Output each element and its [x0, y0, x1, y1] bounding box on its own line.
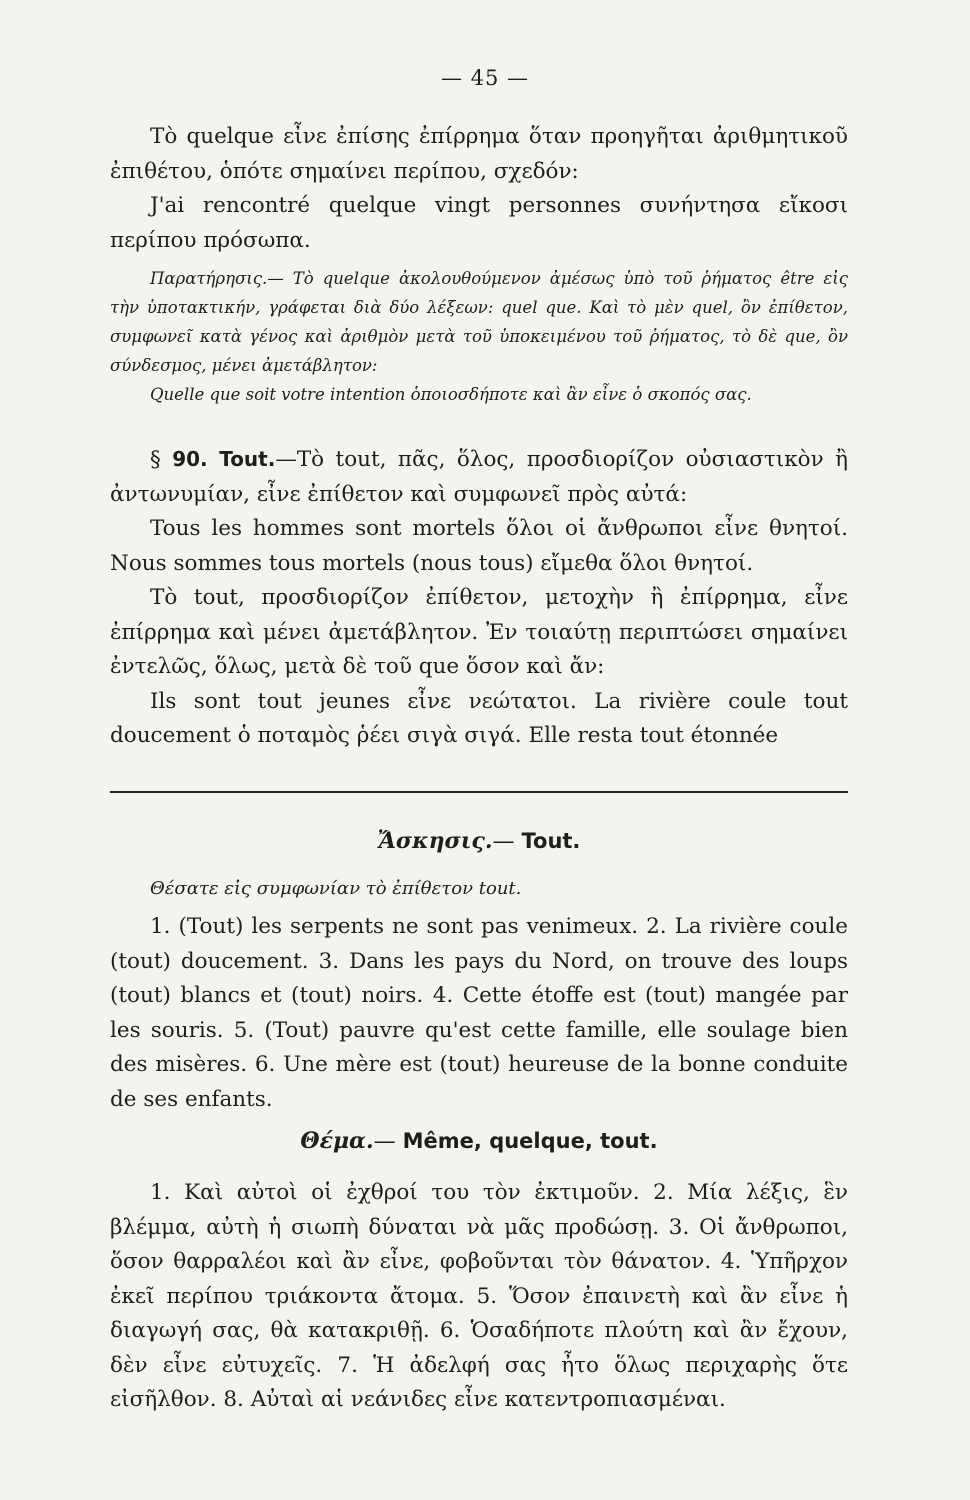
section-text: —Τὸ tout, πᾶς, ὅλος, προσδιορίζον οὐσιαστικὸν ἢ ἀντωνυμίαν, εἶνε ἐπίθετον καὶ συμφωνεῖ πρὸς αὐτά:	[110, 447, 848, 507]
section-paragraph-1	[110, 442, 848, 512]
section-example-2: Ils sont tout jeunes εἶνε νεώτατοι. La rivière coule tout doucement ὁ ποταμὸς ῥέει σιγὰ σιγά. Elle resta tout étonnée	[110, 688, 848, 748]
remark-paragraph: Παρατήρησις.— Τὸ quelque ἀκολουθούμενον ἀμέσως ὑπὸ τοῦ ῥήματος être εἰς τὴν ὑποτακτικήν, γράφεται διὰ δύο λέξεων: quel que. Καὶ τὸ μὲν quel, ὂν ἐπίθετον, συμφωνεῖ κατὰ γένος καὶ ἀριθμὸν μετὰ τοῦ ὑποκειμένου τοῦ ῥήματος, τὸ δὲ que, ὂν σύνδεσμος, μένει ἀμετάβλητον:	[110, 269, 848, 375]
section-paragraph-2: Τὸ tout, προσδιορίζον ἐπίθετον, μετοχὴν ἢ ἐπίρρημα, εἶνε ἐπίρρημα καὶ μένει ἀμετάβλητον. Ἐν τοιαύτῃ περιπτώσει σημαίνει ἐντελῶς, ὅλως, μετὰ δὲ τοῦ que ὅσον καὶ ἄν:	[110, 585, 848, 679]
exercise-block	[110, 874, 848, 1117]
theme-block	[110, 1176, 848, 1418]
intro-example: J'ai rencontré quelque vingt personnes συνήντησα εἴκοσι περίπου πρόσωπα.	[110, 193, 848, 253]
intro-block	[110, 120, 848, 258]
page-number: — 45 —	[440, 66, 530, 90]
remark-block	[110, 264, 848, 409]
remark-example: Quelle que soit votre intention ὁποιοσδήποτε καὶ ἂν εἶνε ὁ σκοπός σας.	[150, 385, 752, 404]
section-example-1: Tous les hommes sont mortels ὅλοι οἱ ἄνθρωποι εἶνε θνητοί. Nous sommes tous mortels (nous tous) εἴμεθα ὅλοι θνητοί.	[110, 516, 848, 576]
exercise-heading-greek: Ἄσκησις.	[377, 828, 493, 854]
theme-heading-greek: Θέμα.	[300, 1128, 374, 1154]
intro-paragraph: Τὸ quelque εἶνε ἐπίσης ἐπίρρημα ὅταν προηγῆται ἀριθμητικοῦ ἐπιθέτου, ὁπότε σημαίνει περίπου, σχεδόν:	[110, 124, 848, 184]
theme-heading-dash: —	[373, 1129, 403, 1154]
section-mark: §	[150, 447, 161, 472]
exercise-heading-french: Tout.	[521, 829, 581, 853]
section-90	[110, 442, 848, 754]
horizontal-rule	[110, 791, 848, 793]
section-number: 90. Tout.	[172, 447, 276, 471]
exercise-heading	[110, 828, 848, 854]
theme-heading-french: Même, quelque, tout.	[402, 1129, 658, 1153]
exercise-text: 1. (Tout) les serpents ne sont pas venimeux. 2. La rivière coule (tout) doucement. 3. Dans les pays du Nord, on trouve des loups (tout) blancs et (tout) noirs. 4. Cette étoffe est (tout) mangée par les souris. 5. (Tout) pauvre qu'est cette famille, elle soulage bien des misères. 6. Une mère est (tout) heureuse de la bonne conduite de ses enfants.	[110, 914, 848, 1112]
theme-heading	[110, 1128, 848, 1154]
exercise-instruction: Θέσατε εἰς συμφωνίαν τὸ ἐπίθετον tout.	[150, 878, 522, 899]
exercise-heading-dash: —	[492, 829, 522, 854]
theme-text: 1. Καὶ αὐτοὶ οἱ ἐχθροί του τὸν ἐκτιμοῦν. 2. Μία λέξις, ἓν βλέμμα, αὐτὴ ἡ σιωπὴ δύναται νὰ μᾶς προδώσῃ. 3. Οἱ ἄνθρωποι, ὅσον θαρραλέοι καὶ ἂν εἶνε, φοβοῦνται τὸν θάνατον. 4. Ὑπῆρχον ἐκεῖ περίπου τριάκοντα ἄτομα. 5. Ὅσον ἐπαινετὴ καὶ ἂν εἶνε ἡ διαγωγή σας, θὰ κατακριθῇ. 6. Ὁσαδήποτε πλούτη καὶ ἂν ἔχουν, δὲν εἶνε εὐτυχεῖς. 7. Ἡ ἀδελφή σας ἦτο ὅλως περιχαρὴς ὅτε εἰσῆλθον. 8. Αὐταὶ αἱ νεάνιδες εἶνε κατεντροπιασμέναι.	[110, 1180, 848, 1412]
